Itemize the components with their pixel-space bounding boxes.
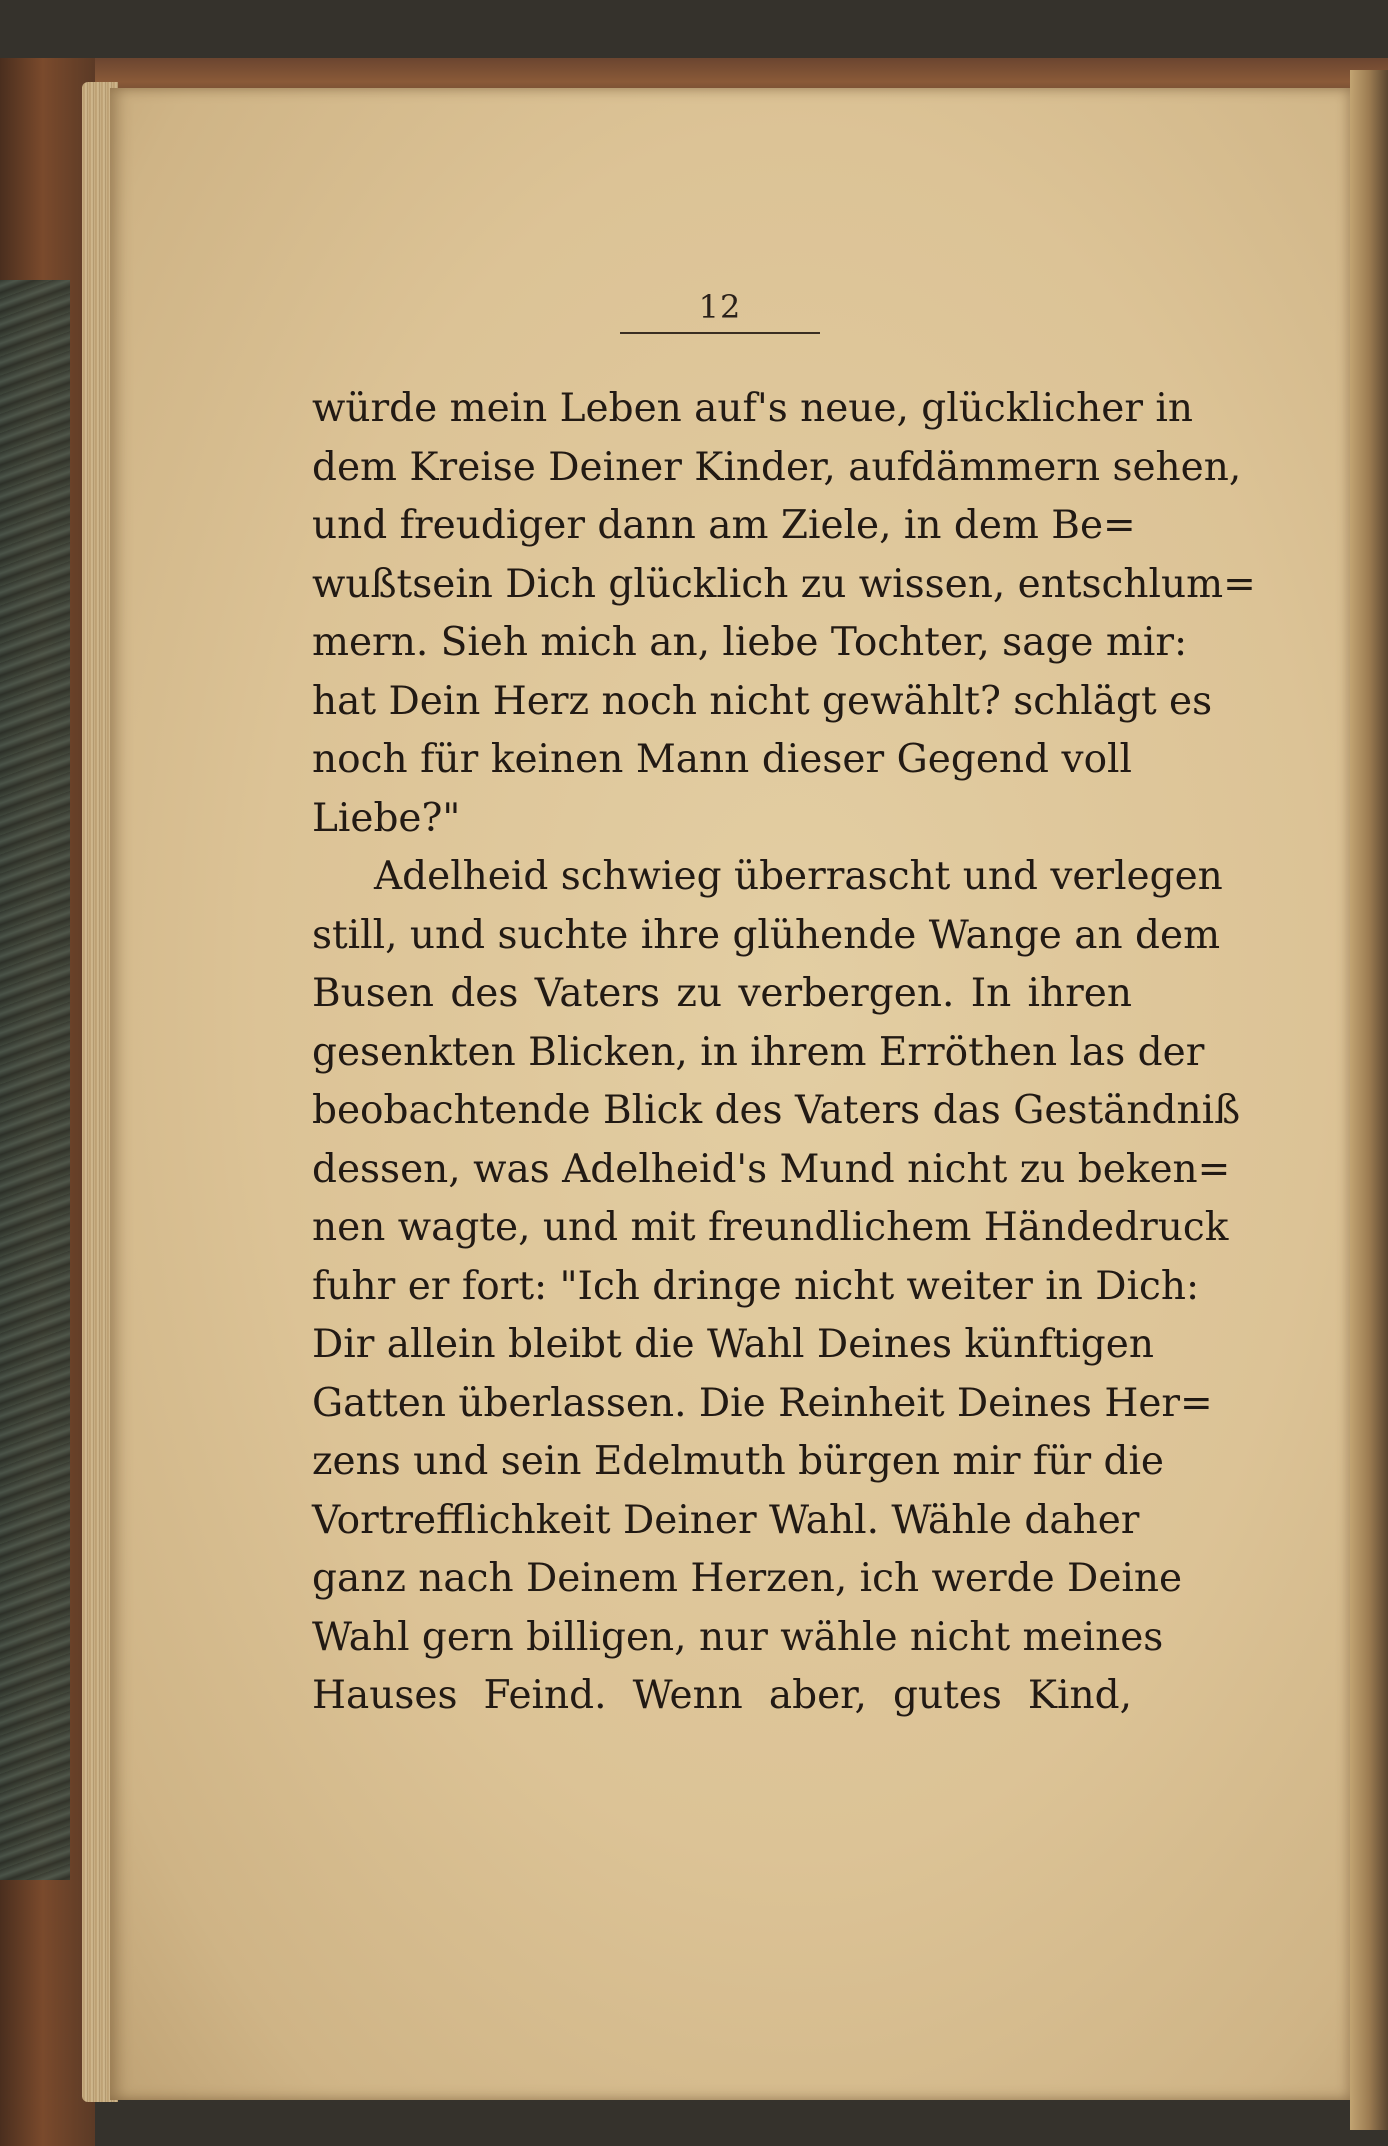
text-line: still, und suchte ihre glühende Wange an dem	[312, 912, 1221, 958]
marbled-cover-pattern	[0, 280, 70, 1880]
text-line: wußtsein Dich glücklich zu wissen, entschlum=	[312, 561, 1256, 607]
text-line: gesenkten Blicken, in ihrem Erröthen las der	[312, 1029, 1205, 1075]
text-line: ganz nach Deinem Herzen, ich werde Deine	[312, 1556, 1183, 1601]
text-line: noch für keinen Mann dieser Gegend voll	[312, 737, 1132, 782]
text-line: nen wagte, und mit freundlichem Händedruck	[312, 1205, 1229, 1250]
text-line: Busen des Vaters zu verbergen. In ihren	[312, 971, 1132, 1016]
text-line: Gatten überlassen. Die Reinheit Deines Her=	[312, 1380, 1213, 1426]
text-line: würde mein Leben auf's neue, glücklicher in	[312, 386, 1193, 431]
text-line: hat Dein Herz noch nicht gewählt? schlägt es	[312, 678, 1213, 724]
text-line: und freudiger dann am Ziele, in dem Be=	[312, 503, 1136, 548]
text-line: beobachtende Blick des Vaters das Geständniß	[312, 1088, 1241, 1133]
body-text	[312, 380, 1256, 1726]
text-line: fuhr er fort: "Ich dringe nicht weiter in Dich:	[312, 1263, 1200, 1309]
text-line: mern. Sieh mich an, liebe Tochter, sage mir:	[312, 620, 1188, 665]
text-line: dem Kreise Deiner Kinder, aufdämmern sehen,	[312, 444, 1242, 490]
page-number: 12	[698, 288, 742, 326]
header-rule	[620, 332, 820, 334]
text-line: Wahl gern billigen, nur wähle nicht meines	[312, 1614, 1164, 1660]
text-line: Adelheid schwieg überrascht und verlegen	[312, 854, 1223, 899]
text-line: zens und sein Edelmuth bürgen mir für die	[312, 1439, 1165, 1484]
page-header	[600, 288, 840, 334]
page-right-edge	[1350, 70, 1388, 2130]
text-line: Vortrefflichkeit Deiner Wahl. Wähle daher	[312, 1497, 1140, 1543]
text-line: Hauses Feind. Wenn aber, gutes Kind,	[312, 1673, 1132, 1718]
text-line: Liebe?"	[312, 795, 461, 841]
text-line: Dir allein bleibt die Wahl Deines künftigen	[312, 1322, 1154, 1367]
text-line: dessen, was Adelheid's Mund nicht zu beken=	[312, 1146, 1231, 1192]
